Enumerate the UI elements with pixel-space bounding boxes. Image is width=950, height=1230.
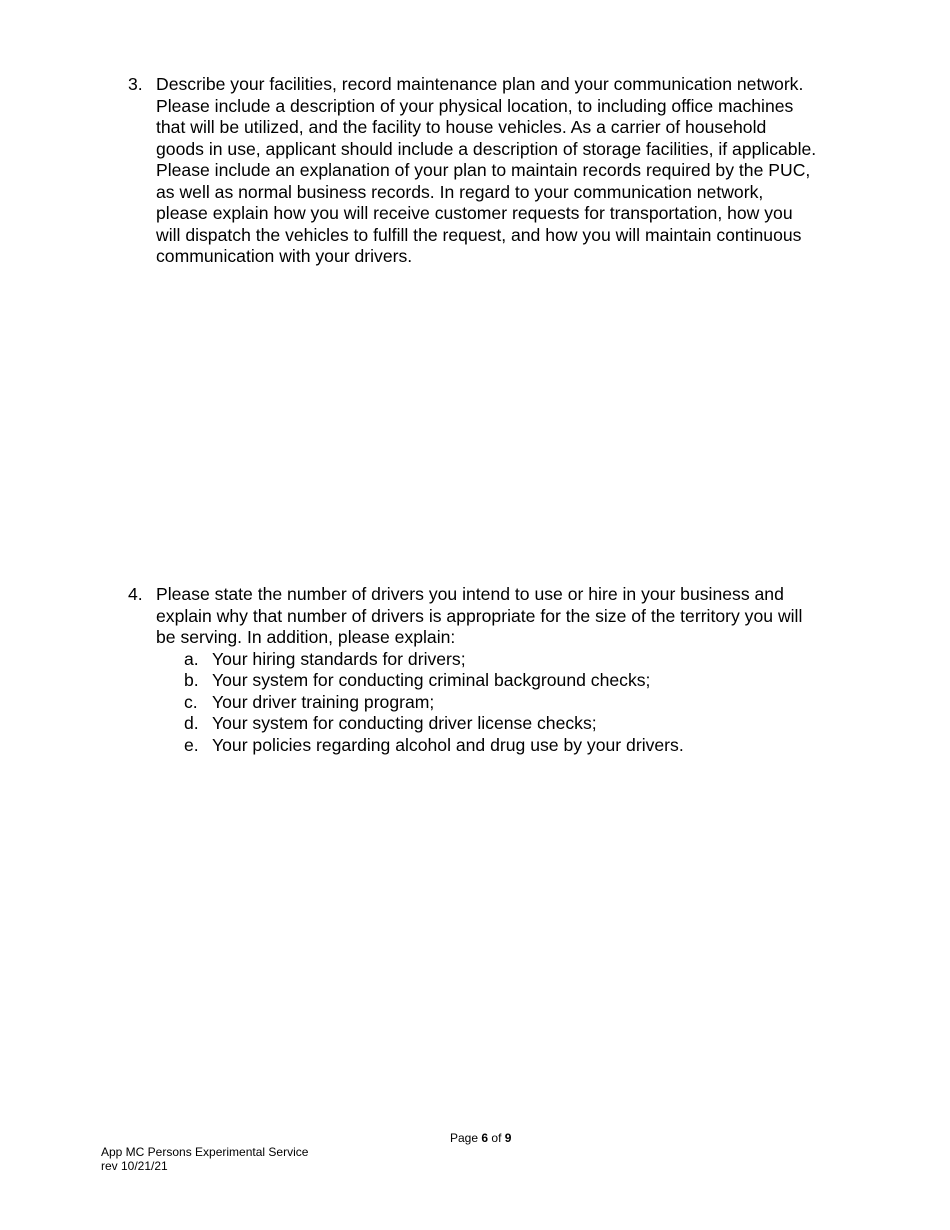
list-item-letter: a. [184, 648, 199, 669]
list-item-text: Your driver training program; [212, 691, 435, 712]
question-number: 3. [128, 74, 143, 94]
sub-item-list [184, 649, 868, 757]
page-number [450, 1131, 511, 1145]
form-name: App MC Persons Experimental Service [101, 1145, 309, 1159]
page-current: 6 [481, 1131, 489, 1145]
list-item [184, 649, 868, 671]
list-item [184, 713, 868, 735]
list-item-letter: b. [184, 670, 199, 690]
list-item-text: Your policies regarding alcohol and drug use by your drivers. [212, 734, 684, 755]
list-item [184, 735, 868, 757]
page-label: Page [450, 1131, 479, 1145]
question-3 [128, 74, 868, 268]
page-of: of [491, 1131, 502, 1145]
question-text: Please state the number of drivers you intend to use or hire in your business and explain why that number of drivers is appropriate for the size of the territory you will be serving. In addition, please explain: [156, 584, 803, 647]
question-text: Describe your facilities, record maintenance plan and your communication network. Please include a description of your physical location, to including office machines that will be utilized, and the facility to house vehicles. As a carrier of household goods in use, applicant should include a description of storage facilities, if applicable. Please include an explanation of your plan to maintain records required by the PUC, as well as normal business records. In regard to your communication network, please explain how you will receive customer requests for transportation, how you will dispatch the vehicles to fulfill the request, and how you will maintain continuous communication with your drivers. [156, 74, 817, 266]
footer-form-info [101, 1145, 308, 1173]
list-item-letter: e. [184, 734, 199, 755]
list-item [184, 670, 868, 692]
page-total: 9 [504, 1131, 512, 1145]
question-number: 4. [128, 584, 143, 604]
list-item-text: Your hiring standards for drivers; [212, 648, 466, 669]
list-item-text: Your system for conducting driver license checks; [212, 713, 597, 733]
list-item-text: Your system for conducting criminal background checks; [212, 670, 651, 690]
list-item-letter: d. [184, 713, 199, 733]
list-item [184, 692, 868, 714]
question-4 [128, 584, 868, 756]
list-item-letter: c. [184, 691, 198, 712]
form-revision: rev 10/21/21 [101, 1159, 168, 1173]
